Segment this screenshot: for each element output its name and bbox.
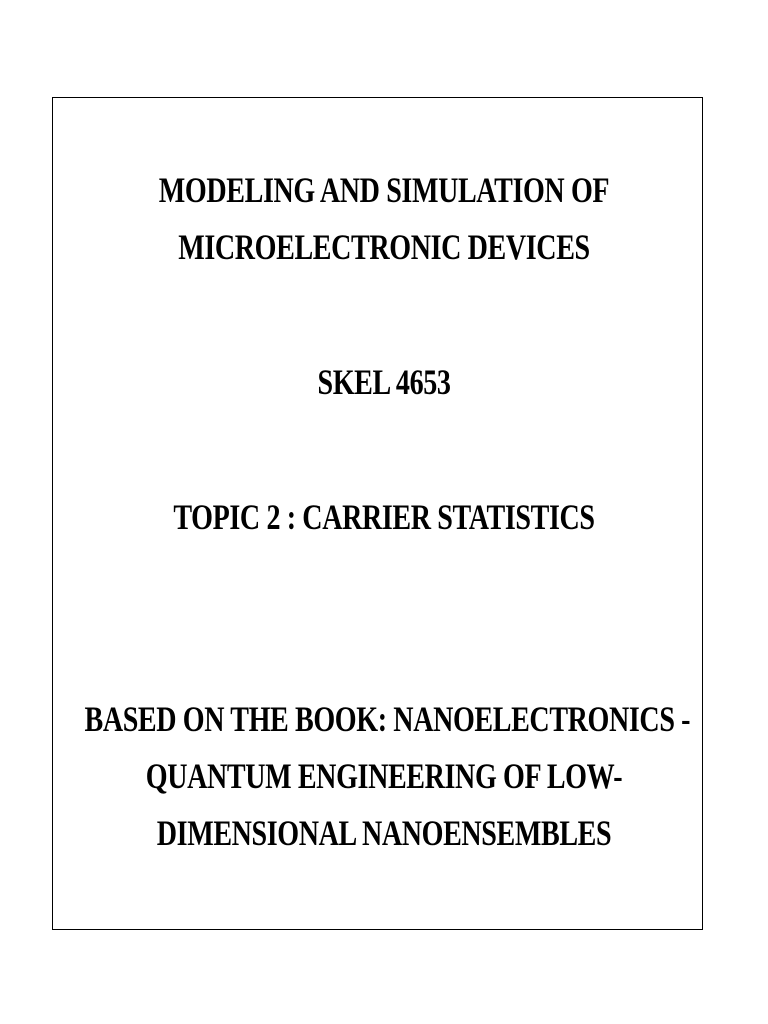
title-line-2: MICROELECTRONIC DEVICES [178,227,590,267]
book-reference-line-2: QUANTUM ENGINEERING OF LOW- [145,756,623,796]
book-reference-line-3: DIMENSIONAL NANOENSEMBLES [156,813,612,853]
book-reference-line-1: BASED ON THE BOOK: NANOELECTRONICS - [84,699,691,739]
topic-heading: TOPIC 2 : CARRIER STATISTICS [173,497,595,537]
title-line-1: MODELING AND SIMULATION OF [158,170,610,210]
course-code: SKEL 4653 [317,362,451,402]
